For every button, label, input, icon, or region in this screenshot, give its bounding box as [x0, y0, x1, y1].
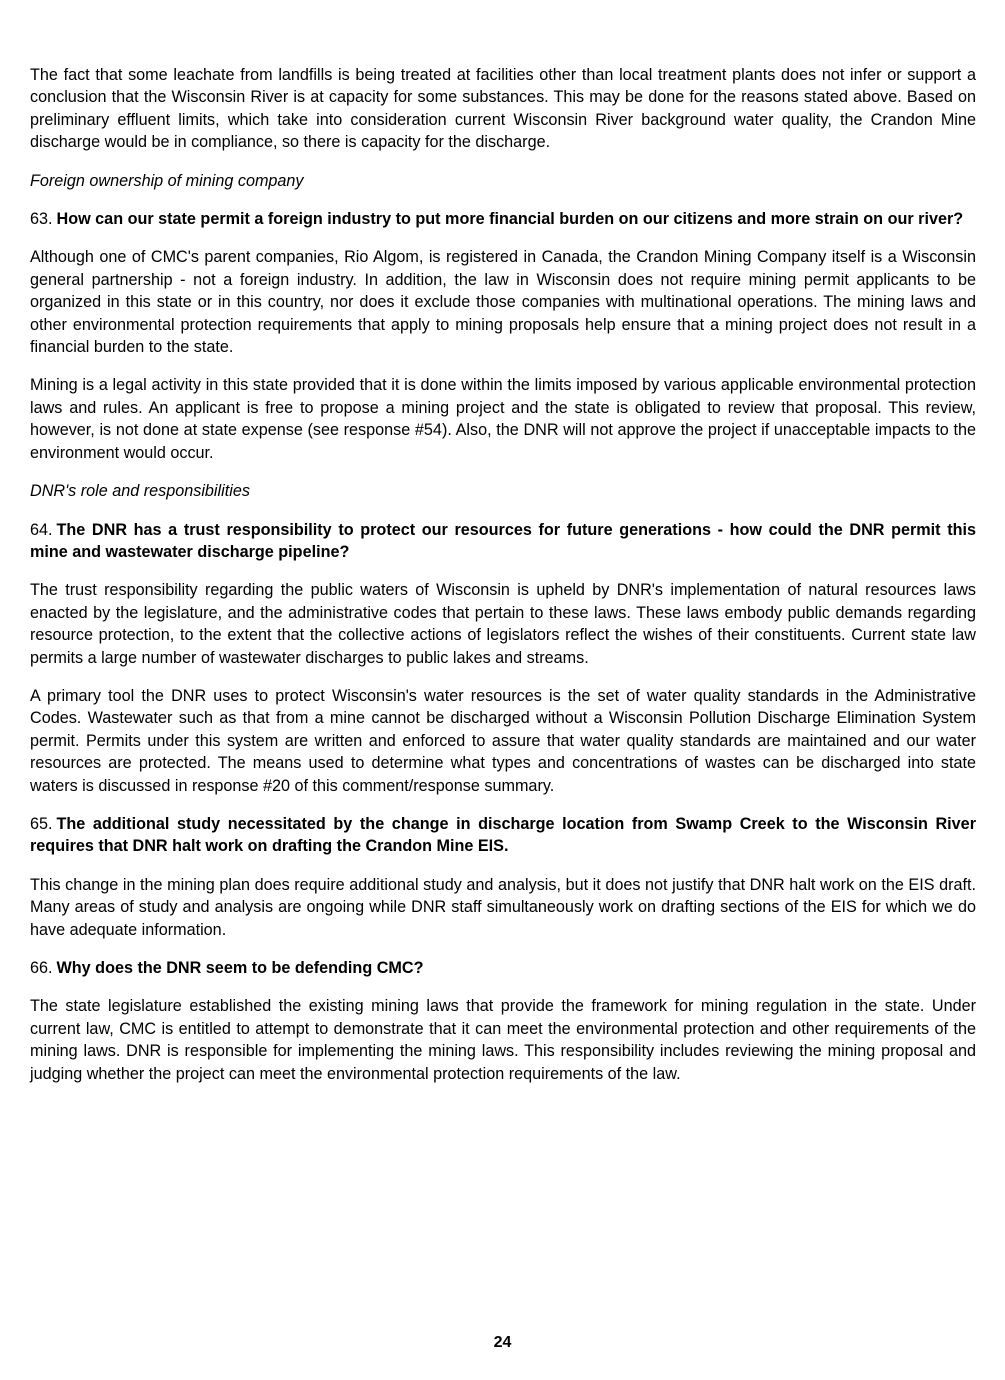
answer-65-paragraph-1: This change in the mining plan does require additional study and analysis, but it does not justify that DNR halt work on the EIS draft. Many areas of study and analysis are ongoing while DNR staff simultaneously work on drafting sections of the EIS for which we do have adequate information. — [30, 875, 976, 939]
question-64 — [30, 519, 976, 564]
answer-63-paragraph-1: Although one of CMC's parent companies, Rio Algom, is registered in Canada, the Crandon Mining Company itself is a Wisconsin general partnership - not a foreign industry. In addition, the law in Wisconsin does not require mining permit applicants to be organized in this state or in this country, nor does it exclude those companies with multinational operations. The mining laws and other environmental protection requirements that apply to mining proposals help ensure that a mining project does not result in a financial burden to the state. — [30, 248, 976, 357]
question-number: 65. — [30, 814, 53, 833]
section-heading-foreign-ownership: Foreign ownership of mining company — [30, 171, 304, 190]
document-page — [30, 64, 976, 1101]
question-63 — [30, 208, 976, 230]
question-66 — [30, 957, 976, 979]
question-number: 64. — [30, 520, 53, 539]
question-65 — [30, 813, 976, 858]
answer-64-paragraph-2: A primary tool the DNR uses to protect Wisconsin's water resources is the set of water quality standards in the Administrative Codes. Wastewater such as that from a mine cannot be discharged without a Wisconsin Pollution Discharge Elimination System permit. Permits under this system are written and enforced to assure that water quality standards are maintained and our water resources are protected. The means used to determine what types and concentrations of wastes can be discharged into state waters is discussed in response #20 of this comment/response summary. — [30, 686, 976, 795]
answer-64-paragraph-1: The trust responsibility regarding the public waters of Wisconsin is upheld by DNR's implementation of natural resources laws enacted by the legislature, and the administrative codes that pertain to these laws. These laws embody public demands regarding resource protection, to the extent that the collective actions of legislators reflect the wishes of their constituents. Current state law permits a large number of wastewater discharges to public lakes and streams. — [30, 581, 976, 667]
question-number: 66. — [30, 959, 53, 977]
intro-paragraph: The fact that some leachate from landfills is being treated at facilities other than local treatment plants does not infer or support a conclusion that the Wisconsin River is at capacity for some substances. This may be done for the reasons stated above. Based on preliminary effluent limits, which take into consideration current Wisconsin River background water quality, the Crandon Mine discharge would be in compliance, so there is capacity for the discharge. — [30, 66, 976, 152]
question-text: The additional study necessitated by the change in discharge location from Swamp Creek to the Wisconsin River requires that DNR halt work on drafting the Crandon Mine EIS. — [30, 814, 976, 856]
page-number: 24 — [493, 1334, 512, 1351]
question-number: 63. — [30, 210, 53, 229]
question-text: Why does the DNR seem to be defending CMC? — [56, 959, 424, 977]
question-text: How can our state permit a foreign industry to put more financial burden on our citizens and more strain on our river? — [56, 210, 964, 229]
question-text: The DNR has a trust responsibility to protect our resources for future generations - how could the DNR permit this mine and wastewater discharge pipeline? — [30, 520, 976, 561]
answer-66-paragraph-1: The state legislature established the existing mining laws that provide the framework for mining regulation in the state. Under current law, CMC is entitled to attempt to demonstrate that it can meet the environmental protection and other requirements of the mining laws. DNR is responsible for implementing the mining laws. This responsibility includes reviewing the mining proposal and judging whether the project can meet the environmental protection requirements of the law. — [30, 997, 976, 1083]
section-heading-dnr-role: DNR's role and responsibilities — [30, 482, 250, 501]
answer-63-paragraph-2: Mining is a legal activity in this state provided that it is done within the limits imposed by various applicable environmental protection laws and rules. An applicant is free to propose a mining project and the state is obligated to review that proposal. This review, however, is not done at state expense (see response #54). Also, the DNR will not approve the project if unacceptable impacts to the environment would occur. — [30, 376, 976, 462]
